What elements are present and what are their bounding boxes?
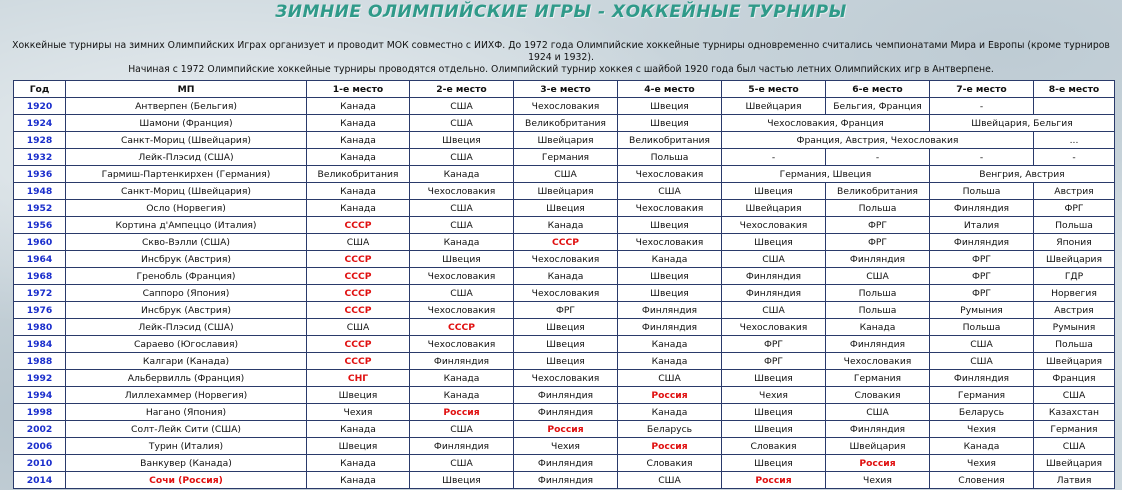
place-cell: Финляндия [930, 234, 1034, 251]
host-cell: Кортина д'Ампеццо (Италия) [66, 217, 307, 234]
place-cell: Швейцария [722, 200, 826, 217]
place-cell: США [722, 251, 826, 268]
place-cell: Канада [410, 234, 514, 251]
place-cell: Франция, Австрия, Чехословакия [722, 132, 1034, 149]
place-cell: Швейцария [1034, 251, 1115, 268]
table-row [14, 319, 1115, 336]
place-cell: Канада [514, 268, 618, 285]
place-cell: Польша [1034, 336, 1115, 353]
place-cell: Канада [307, 183, 410, 200]
place-cell: Финляндия [722, 285, 826, 302]
place-cell: Швеция [722, 370, 826, 387]
place-cell: Канада [307, 421, 410, 438]
host-cell: Турин (Италия) [66, 438, 307, 455]
place-cell: Канада [930, 438, 1034, 455]
place-cell: Чехия [307, 404, 410, 421]
table-row [14, 200, 1115, 217]
place-cell: Австрия [1034, 183, 1115, 200]
place-cell: Чехословакия [826, 353, 930, 370]
year-cell: 1992 [14, 370, 66, 387]
place-cell: Чехословакия [618, 200, 722, 217]
place-cell: Швейцария [1034, 455, 1115, 472]
table-row [14, 115, 1115, 132]
table-row [14, 251, 1115, 268]
place-cell: Германия [826, 370, 930, 387]
place-cell: Чехия [930, 421, 1034, 438]
table-row [14, 217, 1115, 234]
year-cell: 1964 [14, 251, 66, 268]
place-cell: США [307, 319, 410, 336]
place-cell: ФРГ [930, 251, 1034, 268]
column-header: 2-е место [410, 81, 514, 98]
host-cell: Лиллехаммер (Норвегия) [66, 387, 307, 404]
place-cell: Канада [307, 200, 410, 217]
place-cell: Венгрия, Австрия [930, 166, 1115, 183]
place-cell: Швеция [722, 455, 826, 472]
place-cell: Чехия [722, 387, 826, 404]
place-cell: Россия [722, 472, 826, 489]
place-cell: Финляндия [410, 353, 514, 370]
place-cell: Швеция [618, 268, 722, 285]
year-cell: 2014 [14, 472, 66, 489]
place-cell: Швеция [618, 285, 722, 302]
place-cell: Латвия [1034, 472, 1115, 489]
table-row [14, 455, 1115, 472]
year-cell: 1952 [14, 200, 66, 217]
place-cell: Финляндия [618, 302, 722, 319]
place-cell: Финляндия [514, 404, 618, 421]
table-row [14, 404, 1115, 421]
place-cell: СССР [307, 285, 410, 302]
place-cell: США [1034, 387, 1115, 404]
table-row [14, 472, 1115, 489]
place-cell: Швеция [722, 404, 826, 421]
place-cell: Польша [930, 183, 1034, 200]
place-cell: Чехословакия [722, 217, 826, 234]
table-row [14, 166, 1115, 183]
place-cell: Чехия [826, 472, 930, 489]
year-cell: 1920 [14, 98, 66, 115]
place-cell: Финляндия [514, 387, 618, 404]
place-cell: Польша [618, 149, 722, 166]
year-cell: 1928 [14, 132, 66, 149]
year-cell: 1960 [14, 234, 66, 251]
place-cell: Польша [930, 319, 1034, 336]
table-row [14, 302, 1115, 319]
year-cell: 2006 [14, 438, 66, 455]
place-cell: Финляндия [514, 455, 618, 472]
host-cell: Гармиш-Партенкирхен (Германия) [66, 166, 307, 183]
place-cell: США [410, 421, 514, 438]
place-cell: США [307, 234, 410, 251]
place-cell: Великобритания [618, 132, 722, 149]
place-cell: Россия [618, 387, 722, 404]
place-cell: США [410, 115, 514, 132]
place-cell: ФРГ [722, 336, 826, 353]
place-cell: Канада [410, 370, 514, 387]
place-cell: Норвегия [1034, 285, 1115, 302]
place-cell: СНГ [307, 370, 410, 387]
place-cell: Швеция [410, 251, 514, 268]
place-cell: Канада [826, 319, 930, 336]
intro-line: Хоккейные турниры на зимних Олимпийских Играх организует и проводит МОК совместно с ИИХФ. До 1972 года Олимпийские хоккейные турниры одновременно считались чемпионатами Мира и Европы (кроме турниров 1924 и 1932). [12, 40, 1110, 63]
place-cell: ФРГ [514, 302, 618, 319]
place-cell: Швейцария [514, 132, 618, 149]
place-cell: Япония [1034, 234, 1115, 251]
place-cell: Германия [514, 149, 618, 166]
place-cell: США [618, 183, 722, 200]
column-header: МП [66, 81, 307, 98]
year-cell: 1924 [14, 115, 66, 132]
place-cell: США [514, 166, 618, 183]
column-header: 4-е место [618, 81, 722, 98]
host-cell: Гренобль (Франция) [66, 268, 307, 285]
place-cell: Чехословакия [410, 268, 514, 285]
place-cell: Финляндия [826, 336, 930, 353]
place-cell: Россия [618, 438, 722, 455]
table-row [14, 387, 1115, 404]
place-cell: Италия [930, 217, 1034, 234]
place-cell: СССР [307, 353, 410, 370]
place-cell: Великобритания [514, 115, 618, 132]
place-cell: Канада [307, 149, 410, 166]
place-cell: Швеция [307, 438, 410, 455]
place-cell: Финляндия [826, 421, 930, 438]
column-header: 5-е место [722, 81, 826, 98]
place-cell: Финляндия [410, 438, 514, 455]
place-cell: - [930, 98, 1034, 115]
column-header: 8-е место [1034, 81, 1115, 98]
place-cell: Франция [1034, 370, 1115, 387]
place-cell: СССР [307, 268, 410, 285]
place-cell: США [410, 217, 514, 234]
place-cell: Канада [514, 217, 618, 234]
place-cell: Германия, Швеция [722, 166, 930, 183]
place-cell: Финляндия [930, 200, 1034, 217]
place-cell: Австрия [1034, 302, 1115, 319]
host-cell: Сочи (Россия) [66, 472, 307, 489]
place-cell: Чехословакия [722, 319, 826, 336]
place-cell: Финляндия [618, 319, 722, 336]
place-cell: - [722, 149, 826, 166]
place-cell: США [410, 98, 514, 115]
place-cell: СССР [307, 251, 410, 268]
place-cell: Словакия [722, 438, 826, 455]
place-cell: Чехия [514, 438, 618, 455]
place-cell: Бельгия, Франция [826, 98, 930, 115]
year-cell: 1998 [14, 404, 66, 421]
place-cell: ФРГ [826, 217, 930, 234]
place-cell: Чехословакия [514, 370, 618, 387]
table-row [14, 285, 1115, 302]
place-cell: ФРГ [826, 234, 930, 251]
place-cell: Канада [618, 404, 722, 421]
host-cell: Осло (Норвегия) [66, 200, 307, 217]
year-cell: 1936 [14, 166, 66, 183]
place-cell: Канада [307, 472, 410, 489]
place-cell: Беларусь [930, 404, 1034, 421]
place-cell: США [826, 404, 930, 421]
place-cell: Канада [618, 336, 722, 353]
table-row [14, 234, 1115, 251]
place-cell: Казахстан [1034, 404, 1115, 421]
place-cell: США [410, 285, 514, 302]
table-row [14, 421, 1115, 438]
place-cell: Чехословакия [410, 336, 514, 353]
year-cell: 1988 [14, 353, 66, 370]
place-cell: Швейцария [722, 98, 826, 115]
place-cell: Швеция [514, 319, 618, 336]
place-cell: Чехословакия [410, 183, 514, 200]
place-cell: Швейцария, Бельгия [930, 115, 1115, 132]
place-cell: Польша [826, 285, 930, 302]
place-cell: Финляндия [826, 251, 930, 268]
place-cell: США [618, 472, 722, 489]
intro-text [6, 40, 1116, 76]
table-header-row [14, 81, 1115, 98]
place-cell: СССР [307, 302, 410, 319]
place-cell: Словакия [826, 387, 930, 404]
column-header: Год [14, 81, 66, 98]
place-cell: Швеция [722, 421, 826, 438]
place-cell: США [826, 268, 930, 285]
intro-line: Начиная с 1972 Олимпийские хоккейные турниры проводятся отдельно. Олимпийский турнир хоккея с шайбой 1920 года был частью летних Олимпийских игр в Антверпене. [128, 64, 994, 75]
host-cell: Скво-Вэлли (США) [66, 234, 307, 251]
place-cell: Канада [410, 387, 514, 404]
place-cell: Румыния [930, 302, 1034, 319]
place-cell: Германия [930, 387, 1034, 404]
olympic-hockey-results-table [13, 80, 1115, 489]
place-cell: Беларусь [618, 421, 722, 438]
place-cell: Чехословакия, Франция [722, 115, 930, 132]
place-cell: Канада [618, 353, 722, 370]
place-cell: Канада [307, 455, 410, 472]
year-cell: 2002 [14, 421, 66, 438]
host-cell: Нагано (Япония) [66, 404, 307, 421]
host-cell: Лейк-Плэсид (США) [66, 319, 307, 336]
place-cell: Россия [410, 404, 514, 421]
place-cell: ФРГ [930, 285, 1034, 302]
place-cell: США [410, 200, 514, 217]
page-title: ЗИМНИЕ ОЛИМПИЙСКИЕ ИГРЫ - ХОККЕЙНЫЕ ТУРНИРЫ [275, 2, 847, 22]
table-row [14, 183, 1115, 200]
place-cell: Польша [826, 200, 930, 217]
column-header: 1-е место [307, 81, 410, 98]
place-cell: Великобритания [826, 183, 930, 200]
host-cell: Солт-Лейк Сити (США) [66, 421, 307, 438]
place-cell: Румыния [1034, 319, 1115, 336]
place-cell: Швеция [514, 336, 618, 353]
table-row [14, 98, 1115, 115]
place-cell: Словения [930, 472, 1034, 489]
year-cell: 1980 [14, 319, 66, 336]
host-cell: Санкт-Мориц (Швейцария) [66, 183, 307, 200]
place-cell: - [1034, 149, 1115, 166]
year-cell: 1932 [14, 149, 66, 166]
column-header: 3-е место [514, 81, 618, 98]
place-cell: Словакия [618, 455, 722, 472]
place-cell: Канада [410, 166, 514, 183]
place-cell: Швейцария [514, 183, 618, 200]
place-cell: ... [1034, 132, 1115, 149]
place-cell: Швеция [618, 217, 722, 234]
year-cell: 2010 [14, 455, 66, 472]
table-row [14, 438, 1115, 455]
place-cell: Чехословакия [410, 302, 514, 319]
place-cell: США [930, 353, 1034, 370]
place-cell: ФРГ [1034, 200, 1115, 217]
year-cell: 1948 [14, 183, 66, 200]
place-cell: США [618, 370, 722, 387]
host-cell: Альбервилль (Франция) [66, 370, 307, 387]
place-cell: ФРГ [930, 268, 1034, 285]
place-cell: Швеция [722, 183, 826, 200]
place-cell: Польша [1034, 217, 1115, 234]
column-header: 6-е место [826, 81, 930, 98]
host-cell: Саппоро (Япония) [66, 285, 307, 302]
host-cell: Санкт-Мориц (Швейцария) [66, 132, 307, 149]
place-cell: США [1034, 438, 1115, 455]
place-cell: Канада [307, 98, 410, 115]
year-cell: 1984 [14, 336, 66, 353]
place-cell: Чехословакия [514, 98, 618, 115]
table-row [14, 336, 1115, 353]
place-cell: Чехия [930, 455, 1034, 472]
year-cell: 1976 [14, 302, 66, 319]
place-cell: Швейцария [1034, 353, 1115, 370]
place-cell: Швеция [410, 472, 514, 489]
place-cell: - [930, 149, 1034, 166]
place-cell: Россия [826, 455, 930, 472]
place-cell: Швеция [514, 200, 618, 217]
host-cell: Антверпен (Бельгия) [66, 98, 307, 115]
year-cell: 1956 [14, 217, 66, 234]
place-cell: Чехословакия [618, 166, 722, 183]
place-cell: Россия [514, 421, 618, 438]
table-row [14, 370, 1115, 387]
place-cell: СССР [307, 217, 410, 234]
place-cell: СССР [410, 319, 514, 336]
host-cell: Шамони (Франция) [66, 115, 307, 132]
place-cell: Швеция [722, 234, 826, 251]
host-cell: Сараево (Югославия) [66, 336, 307, 353]
place-cell: Канада [618, 251, 722, 268]
host-cell: Инсбрук (Австрия) [66, 302, 307, 319]
place-cell: - [826, 149, 930, 166]
host-cell: Лейк-Плэсид (США) [66, 149, 307, 166]
place-cell: Чехословакия [514, 285, 618, 302]
column-header: 7-е место [930, 81, 1034, 98]
table-row [14, 149, 1115, 166]
host-cell: Калгари (Канада) [66, 353, 307, 370]
place-cell: ФРГ [722, 353, 826, 370]
place-cell: Швеция [618, 115, 722, 132]
place-cell: ГДР [1034, 268, 1115, 285]
place-cell: Швеция [618, 98, 722, 115]
place-cell: Швейцария [826, 438, 930, 455]
place-cell: Финляндия [722, 268, 826, 285]
place-cell: США [410, 455, 514, 472]
table-row [14, 132, 1115, 149]
place-cell: СССР [514, 234, 618, 251]
place-cell [1034, 98, 1115, 115]
place-cell: США [722, 302, 826, 319]
place-cell: Финляндия [930, 370, 1034, 387]
place-cell: СССР [307, 336, 410, 353]
year-cell: 1972 [14, 285, 66, 302]
table-body [14, 98, 1115, 489]
place-cell: Польша [826, 302, 930, 319]
host-cell: Инсбрук (Австрия) [66, 251, 307, 268]
place-cell: Канада [307, 115, 410, 132]
table-row [14, 353, 1115, 370]
place-cell: Финляндия [514, 472, 618, 489]
year-cell: 1968 [14, 268, 66, 285]
place-cell: Чехословакия [514, 251, 618, 268]
year-cell: 1994 [14, 387, 66, 404]
place-cell: Швеция [410, 132, 514, 149]
place-cell: Швеция [514, 353, 618, 370]
place-cell: Германия [1034, 421, 1115, 438]
place-cell: Чехословакия [618, 234, 722, 251]
place-cell: США [410, 149, 514, 166]
host-cell: Ванкувер (Канада) [66, 455, 307, 472]
place-cell: Швеция [307, 387, 410, 404]
place-cell: Канада [307, 132, 410, 149]
place-cell: Великобритания [307, 166, 410, 183]
table-row [14, 268, 1115, 285]
place-cell: США [930, 336, 1034, 353]
